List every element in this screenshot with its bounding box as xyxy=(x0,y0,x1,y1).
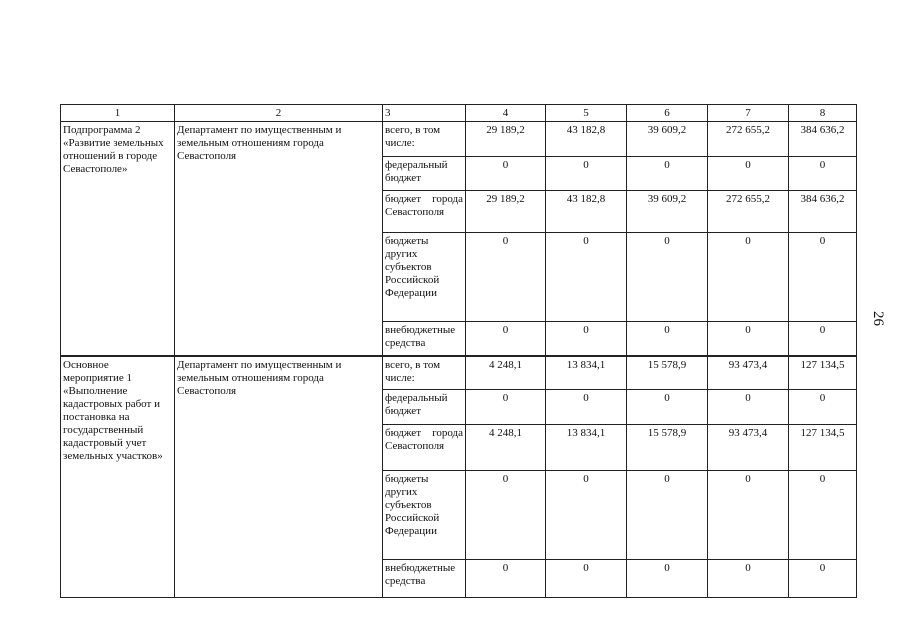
value-cell: 93 473,4 xyxy=(708,425,789,471)
value-cell: 0 xyxy=(466,233,546,322)
value-cell: 0 xyxy=(708,233,789,322)
value-cell: 4 248,1 xyxy=(466,425,546,471)
value-cell: 384 636,2 xyxy=(789,191,857,233)
value-cell: 0 xyxy=(789,560,857,598)
value-cell: 127 134,5 xyxy=(789,425,857,471)
value-cell: 0 xyxy=(627,233,708,322)
funding-source-cell: всего, в том числе: xyxy=(383,356,466,390)
value-cell: 0 xyxy=(627,157,708,191)
header-cell: 3 xyxy=(383,105,466,122)
value-cell: 29 189,2 xyxy=(466,122,546,157)
funding-source-cell: бюджеты других субъектов Российской Федерации xyxy=(383,233,466,322)
header-cell: 1 xyxy=(61,105,175,122)
value-cell: 0 xyxy=(466,157,546,191)
table-row xyxy=(61,356,857,390)
value-cell: 0 xyxy=(789,322,857,356)
value-cell: 127 134,5 xyxy=(789,356,857,390)
value-cell: 0 xyxy=(546,322,627,356)
value-cell: 0 xyxy=(789,157,857,191)
value-cell: 0 xyxy=(708,560,789,598)
header-cell: 4 xyxy=(466,105,546,122)
value-cell: 0 xyxy=(708,157,789,191)
value-cell: 0 xyxy=(708,390,789,425)
value-cell: 0 xyxy=(627,390,708,425)
funding-source-cell: бюджеты других субъектов Российской Федерации xyxy=(383,471,466,560)
value-cell: 0 xyxy=(546,390,627,425)
value-cell: 0 xyxy=(627,471,708,560)
value-cell: 43 182,8 xyxy=(546,122,627,157)
funding-source-cell: бюджет города Севастополя xyxy=(383,425,466,471)
value-cell: 272 655,2 xyxy=(708,122,789,157)
value-cell: 0 xyxy=(708,322,789,356)
budget-table xyxy=(60,104,857,598)
value-cell: 0 xyxy=(789,390,857,425)
header-cell: 6 xyxy=(627,105,708,122)
header-cell: 2 xyxy=(175,105,383,122)
value-cell: 0 xyxy=(466,560,546,598)
value-cell: 4 248,1 xyxy=(466,356,546,390)
value-cell: 0 xyxy=(546,471,627,560)
page-number: 26 xyxy=(870,311,886,326)
funding-source-cell: федеральный бюджет xyxy=(383,157,466,191)
value-cell: 272 655,2 xyxy=(708,191,789,233)
value-cell: 0 xyxy=(627,322,708,356)
value-cell: 15 578,9 xyxy=(627,425,708,471)
value-cell: 0 xyxy=(546,560,627,598)
header-cell: 7 xyxy=(708,105,789,122)
table-row xyxy=(61,122,857,157)
table-header-row xyxy=(61,105,857,122)
value-cell: 15 578,9 xyxy=(627,356,708,390)
value-cell: 93 473,4 xyxy=(708,356,789,390)
value-cell: 0 xyxy=(466,322,546,356)
value-cell: 0 xyxy=(627,560,708,598)
value-cell: 0 xyxy=(708,471,789,560)
responsible-cell: Департамент по имущественным и земельным отношениям города Севастополя xyxy=(175,122,383,356)
value-cell: 13 834,1 xyxy=(546,356,627,390)
value-cell: 384 636,2 xyxy=(789,122,857,157)
value-cell: 0 xyxy=(789,471,857,560)
value-cell: 29 189,2 xyxy=(466,191,546,233)
header-cell: 8 xyxy=(789,105,857,122)
value-cell: 43 182,8 xyxy=(546,191,627,233)
program-name-cell: Основное мероприятие 1 «Выполнение кадастровых работ и постановка на государственный кадастровый учет земельных участков» xyxy=(61,356,175,598)
funding-source-cell: всего, в том числе: xyxy=(383,122,466,157)
value-cell: 0 xyxy=(789,233,857,322)
value-cell: 0 xyxy=(546,157,627,191)
value-cell: 39 609,2 xyxy=(627,191,708,233)
funding-source-cell: бюджет города Севастополя xyxy=(383,191,466,233)
funding-source-cell: внебюджетные средства xyxy=(383,322,466,356)
header-cell: 5 xyxy=(546,105,627,122)
funding-source-cell: федеральный бюджет xyxy=(383,390,466,425)
value-cell: 0 xyxy=(466,390,546,425)
responsible-cell: Департамент по имущественным и земельным отношениям города Севастополя xyxy=(175,356,383,598)
funding-source-cell: внебюджетные средства xyxy=(383,560,466,598)
value-cell: 0 xyxy=(546,233,627,322)
value-cell: 0 xyxy=(466,471,546,560)
value-cell: 39 609,2 xyxy=(627,122,708,157)
value-cell: 13 834,1 xyxy=(546,425,627,471)
program-name-cell: Подпрограмма 2 «Развитие земельных отношений в городе Севастополе» xyxy=(61,122,175,356)
